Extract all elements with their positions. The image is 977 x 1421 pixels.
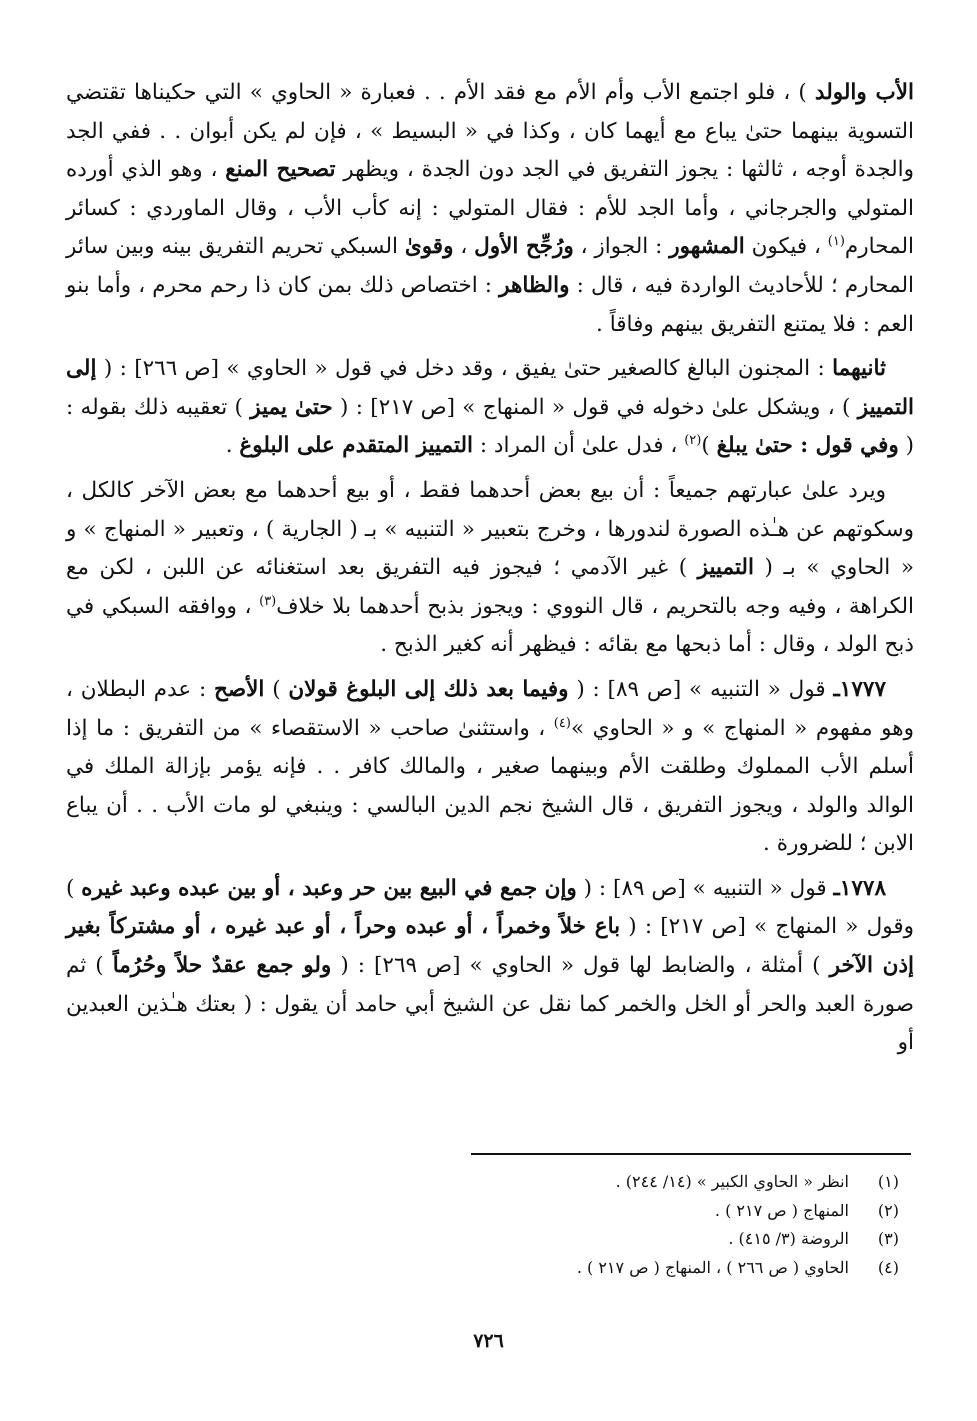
bold-text: التمييز bbox=[697, 555, 754, 581]
footnote bbox=[79, 1225, 899, 1254]
text-run: ويرد علىٰ عبارتهم جميعاً : أن بيع بعض أحدهما فقط ، أو بيع أحدهما مع بعض الآخر كالكل ، وسكوتهم عن هـٰذه الصورة لندورها ، وخرج بتعبير « التنبيه » بـ ( الجارية ) ، وتعبير « المنهاج » و « الحاوي » بـ ( bbox=[66, 477, 914, 581]
text-run: ، وهو الذي أورده المتولي والجرجاني ، وأما الجد للأم : فقال المتولي : إنه كأب الأب ، وقال الماوردي : كسائر المحارم bbox=[66, 157, 914, 260]
paragraph bbox=[66, 870, 914, 1063]
text-run: ) ، فلو اجتمع الأب وأم الأم مع فقد الأم . . فعبارة « الحاوي » التي حكيناها تقتضي التسوية بينهما حتىٰ يباع مع أيهما كان ، وكذا في « البسيط » ، فإن لم يكن أبوان . . ففي الجد والجدة أوجه ، ثالثها : يجوز التفريق في الجد دون الجدة ، ويظهر bbox=[66, 80, 914, 183]
text-run: قول « التنبيه » [ص ٨٩] : ( bbox=[568, 676, 834, 702]
bold-text: الأب والولد bbox=[814, 80, 914, 105]
text-run: ) أمثلة ، والضابط لها قول « الحاوي » [ص ٢٦٩] : ( bbox=[331, 953, 830, 979]
paragraph bbox=[66, 74, 914, 344]
text-run: ، واستثنىٰ صاحب « الاستقصاء » من التفريق : ما إذا أسلم الأب المملوك وطلقت الأم وبينهما صغير ، والمالك كافر . . فإنه يؤمر بإزالة الملك في الوالد والولد ، ويجوز التفريق ، قال الشيخ نجم الدين البالسي : وينبغي لو مات الأب . . أن يباع الابن ؛ للضرورة . bbox=[66, 715, 914, 857]
bold-text: الأصح bbox=[214, 676, 265, 702]
footnote-separator bbox=[471, 1153, 911, 1155]
footnote bbox=[79, 1197, 899, 1226]
bold-text: والظاهر bbox=[499, 272, 570, 298]
bold-text: ١٧٧٧ـ bbox=[833, 676, 886, 702]
text-run: : عدم البطلان ، وهو مفهوم « المنهاج » و « الحاوي » bbox=[66, 676, 914, 741]
bold-text: المشهور bbox=[669, 234, 745, 260]
footnote-number: (٢) bbox=[877, 1200, 899, 1220]
bold-text: باع خلاً وخمراً ، أو عبده وحراً ، أو عبد غيره ، أو مشتركاً بغير إذن الآخر bbox=[66, 914, 914, 979]
footnote-text: المنهاج ( ص ٢١٧ ) . bbox=[714, 1200, 849, 1220]
bold-text: وفيما بعد ذلك إلى البلوغ قولان bbox=[288, 676, 569, 702]
bold-text: وإن جمع في البيع بين حر وعبد ، أو بين عبده وعبد غيره bbox=[81, 875, 577, 901]
bold-text: ثانيهما bbox=[832, 356, 886, 382]
text-run: ) تعقيبه ذلك بقوله : ( bbox=[66, 394, 914, 459]
footnote-number: (١) bbox=[877, 1172, 899, 1191]
bold-text: إلى التمييز bbox=[66, 356, 914, 420]
text-run: ) bbox=[264, 676, 289, 702]
text-run: ، ووافقه السبكي في ذبح الولد ، وقال : أما ذبحها مع بقائه : فيظهر أنه كغير الذبح . bbox=[66, 593, 914, 658]
bold-text: وفي قول : حتىٰ يبلغ bbox=[716, 433, 899, 459]
text-run: قول « التنبيه » [ص ٨٩] : ( bbox=[576, 875, 834, 901]
footnote-ref: (١) bbox=[827, 234, 845, 250]
text-run: : الجواز ، bbox=[573, 234, 670, 260]
footnote-ref: (٣) bbox=[259, 593, 277, 609]
bold-text: ورُجِّح الأول bbox=[474, 234, 574, 260]
paragraph bbox=[66, 671, 914, 864]
footnote bbox=[79, 1254, 899, 1283]
text-run: السبكي تحريم التفريق بينه وبين سائر المحارم ؛ للأحاديث الواردة فيه ، قال : bbox=[66, 234, 914, 298]
page-number: ٧٢٦ bbox=[473, 1330, 504, 1352]
text-run: ) ثم صورة العبد والحر أو الخل والخمر كما نقل عن الشيخ أبي حامد أن يقول : ( بعتك هـٰذين العبدين أو bbox=[66, 953, 914, 1056]
text-run: . bbox=[225, 433, 240, 459]
bold-text: ولو جمع عقدٌ حلاً وحُرُماً bbox=[112, 953, 332, 979]
footnote-text: الحاوي ( ص ٢٦٦ ) ، المنهاج ( ص ٢١٧ ) . bbox=[576, 1257, 849, 1277]
text-run: ) ، ويشكل علىٰ دخوله في قول « المنهاج » [ص ٢١٧] : ( bbox=[332, 394, 858, 420]
text-run: ) bbox=[701, 433, 717, 459]
bold-text: حتىٰ يميز bbox=[250, 394, 333, 420]
footnote-text: انظر « الحاوي الكبير » (١٤/ ٢٤٤) . bbox=[615, 1172, 849, 1191]
text-run: ) وقول « المنهاج » [ص ٢١٧] : ( bbox=[66, 875, 915, 940]
paragraph bbox=[66, 350, 914, 466]
footnote bbox=[79, 1168, 899, 1197]
bold-text: تصحيح المنع bbox=[225, 157, 336, 183]
bold-text: ١٧٧٨ـ bbox=[833, 875, 886, 901]
bold-text: التمييز المتقدم على البلوغ bbox=[239, 433, 473, 459]
footnote-ref: (٤) bbox=[553, 715, 571, 731]
footnote-ref: (٢) bbox=[684, 433, 702, 449]
bold-text: وقوىٰ bbox=[404, 234, 454, 260]
text-run: ، فيكون bbox=[744, 234, 828, 260]
text-run: ، bbox=[453, 234, 475, 260]
main-text-body bbox=[66, 74, 914, 1069]
footnotes bbox=[79, 1168, 899, 1282]
footnote-number: (٣) bbox=[877, 1229, 899, 1248]
paragraph bbox=[66, 472, 914, 665]
text-run: : اختصاص ذلك بمن كان ذا رحم محرم ، وأما بنو العم : فلا يمتنع التفريق بينهم وفاقاً . bbox=[66, 272, 914, 337]
footnote-number: (٤) bbox=[877, 1257, 899, 1277]
text-run: ، فدل علىٰ أن المراد : bbox=[472, 433, 685, 459]
footnote-text: الروضة (٣/ ٤١٥) . bbox=[728, 1229, 849, 1248]
text-run: : المجنون البالغ كالصغير حتىٰ يفيق ، وقد دخل في قول « الحاوي » [ص ٢٦٦] : ( bbox=[96, 356, 833, 382]
text-run: ) غير الآدمي ؛ فيجوز فيه التفريق بعد استغنائه عن اللبن ، لكن مع الكراهة ، وفيه وجه بالتحريم ، قال النووي : ويجوز بذبح أحدهما بلا خلاف bbox=[66, 555, 914, 619]
